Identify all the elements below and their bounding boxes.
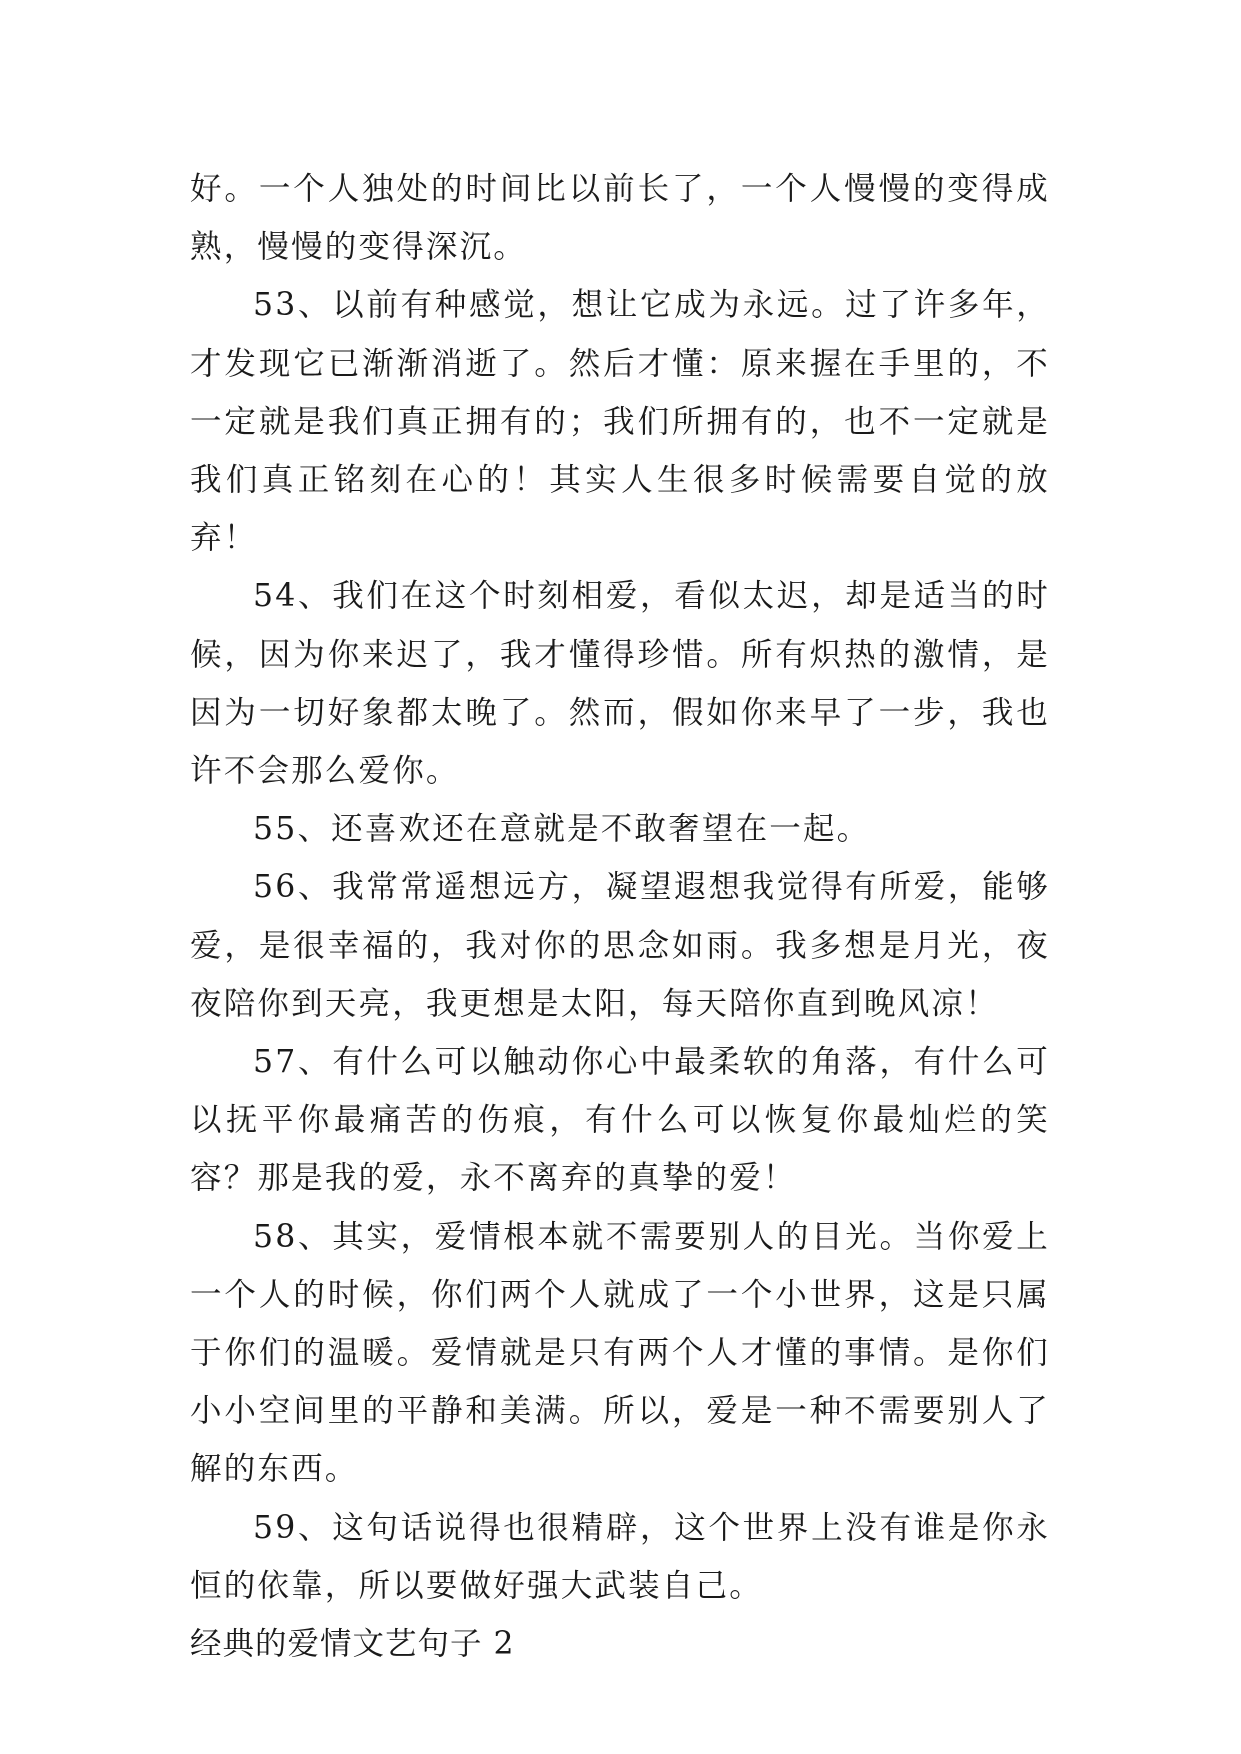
document-body: [190, 160, 1050, 1673]
paragraph-53: 53、以前有种感觉，想让它成为永远。过了许多年，才发现它已渐渐消逝了。然后才懂：原来握在手里的，不一定就是我们真正拥有的；我们所拥有的，也不一定就是我们真正铭刻在心的！其实人生很多时候需要自觉的放弃！: [190, 287, 1050, 557]
continued-paragraph: 好。一个人独处的时间比以前长了，一个人慢慢的变得成熟，慢慢的变得深沉。: [190, 171, 1050, 266]
paragraph-56: 56、我常常遥想远方，凝望遐想我觉得有所爱，能够爱，是很幸福的，我对你的思念如雨。我多想是月光，夜夜陪你到天亮，我更想是太阳，每天陪你直到晚风凉！: [190, 869, 1050, 1022]
section-heading: 经典的爱情文艺句子 2: [190, 1626, 515, 1663]
paragraph-59: 59、这句话说得也很精辟，这个世界上没有谁是你永恒的依靠，所以要做好强大武装自己。: [190, 1509, 1050, 1604]
paragraph-55: 55、还喜欢还在意就是不敢奢望在一起。: [253, 811, 871, 848]
paragraph-57: 57、有什么可以触动你心中最柔软的角落，有什么可以抚平你最痛苦的伤痕，有什么可以恢复你最灿烂的笑容？那是我的爱，永不离弃的真挚的爱！: [190, 1044, 1050, 1197]
paragraph-54: 54、我们在这个时刻相爱，看似太迟，却是适当的时候，因为你来迟了，我才懂得珍惜。所有炽热的激情，是因为一切好象都太晚了。然而，假如你来早了一步，我也许不会那么爱你。: [190, 578, 1050, 790]
paragraph-58: 58、其实，爱情根本就不需要别人的目光。当你爱上一个人的时候，你们两个人就成了一个小世界，这是只属于你们的温暖。爱情就是只有两个人才懂的事情。是你们小小空间里的平静和美满。所以，爱是一种不需要别人了解的东西。: [190, 1218, 1050, 1488]
